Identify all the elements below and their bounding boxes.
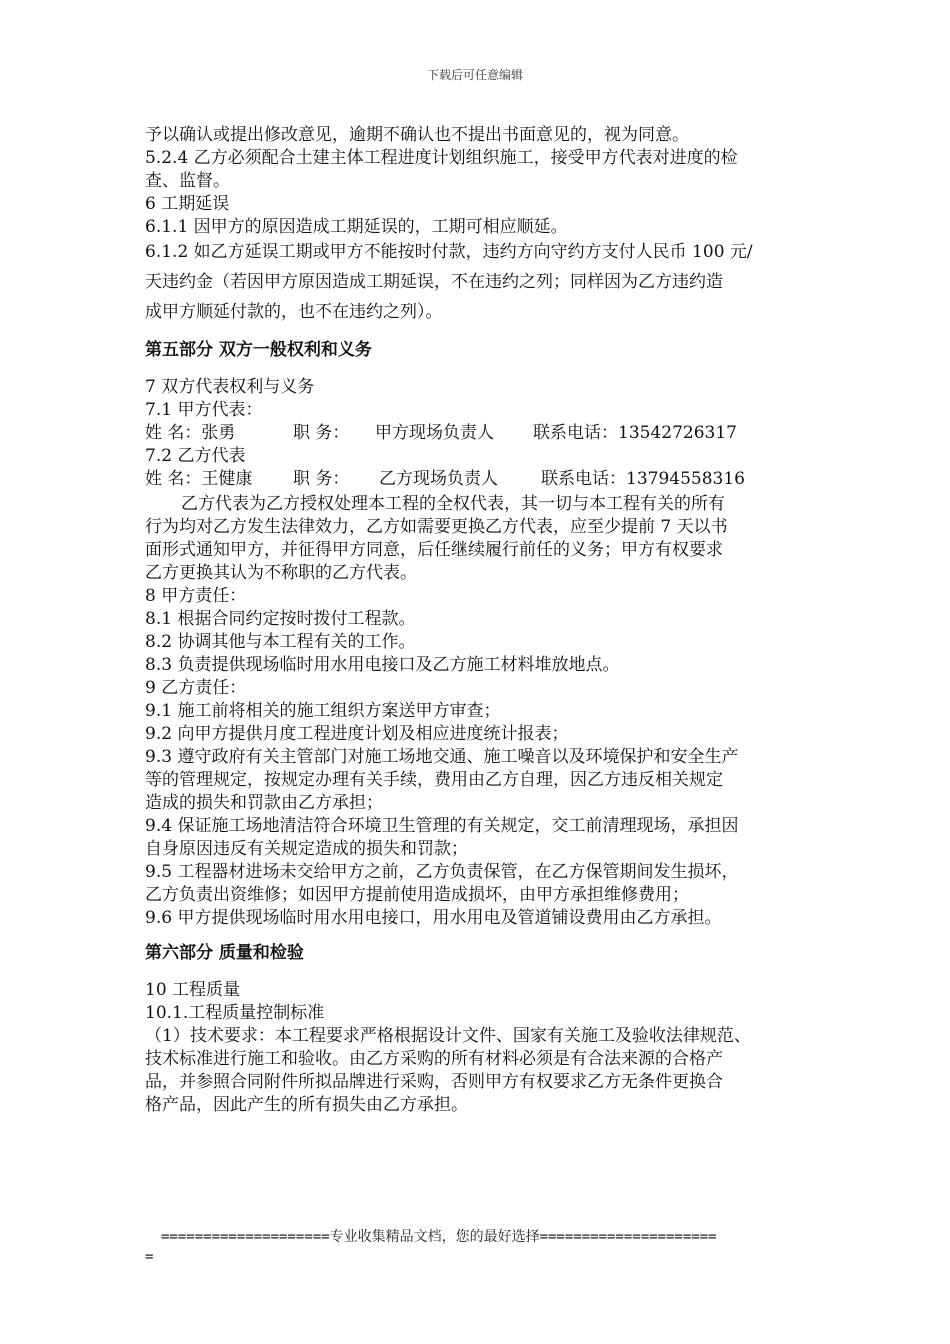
paragraph: 乙方更换其认为不称职的乙方代表。 (145, 563, 417, 583)
paragraph: 品，并参照合同附件所拟品牌进行采购，否则甲方有权要求乙方无条件更换合 (145, 1072, 723, 1092)
heading-clause-10: 10 工程质量 (145, 980, 241, 1000)
list-item: 9.3 遵守政府有关主管部门对施工场地交通、施工噪音以及环境保护和安全生产 (145, 747, 739, 767)
rep-role-value: 乙方现场负责人 (379, 469, 498, 489)
page-footer (145, 1227, 813, 1267)
rep-phone: 联系电话：13794558316 (541, 469, 745, 489)
list-item: 等的管理规定，按规定办理有关手续，费用由乙方自理，因乙方违反相关规定 (145, 770, 723, 790)
heading-clause-6: 6 工期延误 (145, 194, 230, 214)
paragraph: 查、监督。 (145, 171, 230, 191)
list-item: 9.2 向甲方提供月度工程进度计划及相应进度统计报表； (145, 724, 569, 744)
list-item: 9.1 施工前将相关的施工组织方案送甲方审查； (145, 701, 501, 721)
list-item: 9.4 保证施工场地清洁符合环境卫生管理的有关规定，交工前清理现场，承担因 (145, 816, 739, 836)
paragraph: 5.2.4 乙方必须配合土建主体工程进度计划组织施工，接受甲方代表对进度的检 (145, 148, 738, 168)
section-title-5: 第五部分 双方一般权利和义务 (145, 340, 372, 360)
paragraph: 成甲方顺延付款的，也不在违约之列）。 (145, 302, 443, 322)
rep-role-value: 甲方现场负责人 (375, 423, 494, 443)
list-item: 造成的损失和罚款由乙方承担； (145, 793, 383, 813)
paragraph: 6.1.1 因甲方的原因造成工期延误的，工期可相应顺延。 (145, 217, 568, 237)
paragraph: 面形式通知甲方，并征得甲方同意，后任继续履行前任的义务；甲方有权要求 (145, 540, 723, 560)
document-body (145, 124, 813, 1117)
rep-phone: 联系电话：13542726317 (533, 423, 737, 443)
paragraph: 予以确认或提出修改意见，逾期不确认也不提出书面意见的，视为同意。 (145, 125, 689, 145)
list-item: 自身原因违反有关规定造成的损失和罚款； (145, 839, 468, 859)
heading-clause-7-2: 7.2 乙方代表 (145, 446, 246, 466)
paragraph: 格产品，因此产生的所有损失由乙方承担。 (145, 1095, 468, 1115)
representative-row-party-a (145, 422, 813, 445)
heading-clause-9: 9 乙方责任： (145, 678, 247, 698)
page-header: 下载后可任意编辑 (426, 68, 523, 82)
rep-role-label: 职 务： (293, 469, 350, 489)
list-item: 8.2 协调其他与本工程有关的工作。 (145, 632, 416, 652)
heading-clause-7: 7 双方代表权利与义务 (145, 377, 315, 397)
paragraph: 天违约金（若因甲方原因造成工期延误，不在违约之列；同样因为乙方违约造 (145, 272, 723, 292)
list-item: 9.6 甲方提供现场临时用水用电接口，用水用电及管道铺设费用由乙方承担。 (145, 908, 722, 928)
footer-line: ====================专业收集精品文档，您的最好选择===================== (161, 1229, 717, 1245)
paragraph: 技术标准进行施工和验收。由乙方采购的所有材料必须是有合法来源的合格产 (145, 1049, 723, 1069)
heading-clause-8: 8 甲方责任： (145, 586, 247, 606)
list-item: 8.3 负责提供现场临时用水用电接口及乙方施工材料堆放地点。 (145, 655, 620, 675)
paragraph: （1）技术要求：本工程要求严格根据设计文件、国家有关施工及验收法律规范、 (145, 1026, 751, 1046)
section-title-6: 第六部分 质量和检验 (145, 943, 304, 963)
heading-clause-7-1: 7.1 甲方代表： (145, 400, 263, 420)
heading-clause-10-1: 10.1.工程质量控制标准 (145, 1003, 325, 1023)
representative-row-party-b (145, 468, 813, 491)
list-item: 9.5 工程器材进场未交给甲方之前，乙方负责保管，在乙方保管期间发生损坏， (145, 862, 739, 882)
list-item: 乙方负责出资维修；如因甲方提前使用造成损坏，由甲方承担维修费用； (145, 885, 689, 905)
paragraph: 6.1.2 如乙方延误工期或甲方不能按时付款，违约方向守约方支付人民币 100 元/ (145, 242, 753, 262)
rep-role-label: 职 务： (293, 423, 350, 443)
rep-name: 姓 名：张勇 (145, 423, 236, 443)
paragraph: 乙方代表为乙方授权处理本工程的全权代表，其一切与本工程有关的所有 (181, 494, 725, 514)
list-item: 8.1 根据合同约定按时拨付工程款。 (145, 609, 416, 629)
footer-line: = (145, 1249, 154, 1265)
paragraph: 行为均对乙方发生法律效力，乙方如需要更换乙方代表，应至少提前 7 天以书 (145, 517, 728, 537)
rep-name: 姓 名：王健康 (145, 469, 253, 489)
